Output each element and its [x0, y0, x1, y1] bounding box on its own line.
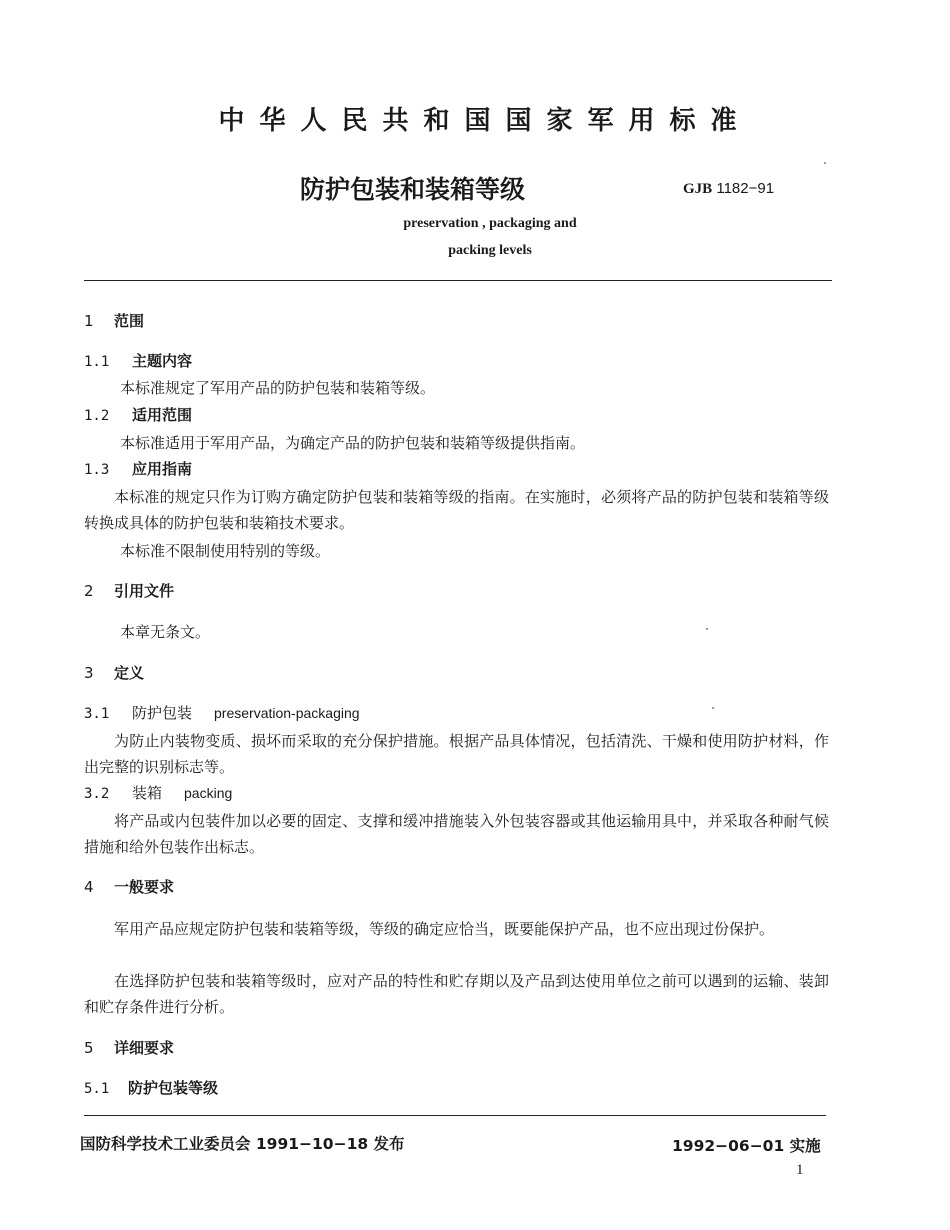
- effective-date: 1992−06−01 实施: [672, 1137, 821, 1155]
- section-4-paragraph-2: 在选择防护包装和装箱等级时，应对产品的特性和贮存期以及产品到达使用单位之前可以遇到的运输、装卸和贮存条件进行分析。: [84, 972, 829, 1016]
- section-4-paragraph-1: 军用产品应规定防护包装和装箱等级，等级的确定应恰当，既要能保护产品，也不应出现过份保护。: [114, 920, 775, 938]
- section-1-3-paragraph-2: 本标准不限制使用特别的等级。: [120, 542, 331, 560]
- section-1-2-text: 本标准适用于军用产品，为确定产品的防护包装和装箱等级提供指南。: [120, 434, 586, 452]
- section-3-1-heading: 3.1 防护包装 preservation-packaging: [84, 704, 360, 722]
- section-4-heading: 4 一般要求: [84, 878, 175, 896]
- section-1-3-paragraph-1: 本标准的规定只作为订购方确定防护包装和装箱等级的指南。在实施时，必须将产品的防护包装和装箱等级转换成具体的防护包装和装箱技术要求。: [84, 488, 829, 532]
- section-3-2-text: 将产品或内包装件加以必要的固定、支撑和缓冲措施装入外包装容器或其他运输用具中，并采取各种耐气候措施和给外包装作出标志。: [84, 812, 829, 856]
- section-5-heading: 5 详细要求: [84, 1039, 175, 1057]
- footer-divider: [84, 1115, 826, 1116]
- section-2-text: 本章无条文。: [120, 623, 211, 641]
- header-divider: [84, 280, 832, 281]
- section-5-1-heading: 5.1 防护包装等级: [84, 1079, 219, 1097]
- scan-speck: [706, 628, 708, 630]
- section-3-1-text: 为防止内装物变质、损坏而采取的充分保护措施。根据产品具体情况，包括清洗、干燥和使用防护材料，作出完整的识别标志等。: [84, 732, 829, 776]
- section-3-2-heading: 3.2 装箱 packing: [84, 784, 233, 802]
- section-1-1-text: 本标准规定了军用产品的防护包装和装箱等级。: [120, 379, 436, 397]
- standard-code-number: 1182−91: [716, 180, 775, 197]
- section-1-3-heading: 1.3 应用指南: [84, 460, 193, 478]
- standard-code-prefix: GJB: [683, 181, 713, 197]
- english-title-line-2: packing levels: [448, 243, 532, 258]
- scan-speck: [824, 162, 826, 164]
- english-title-line-1: preservation , packaging and: [403, 216, 577, 231]
- section-1-heading: 1 范围: [84, 312, 145, 330]
- issue-date: 国防科学技术工业委员会 1991−10−18 发布: [80, 1135, 405, 1153]
- section-2-heading: 2 引用文件: [84, 582, 175, 600]
- standard-category-title: 中华人民共和国国家军用标准: [218, 106, 752, 136]
- section-3-heading: 3 定义: [84, 664, 145, 682]
- section-1-2-heading: 1.2 适用范围: [84, 406, 193, 424]
- section-1-1-heading: 1.1 主题内容: [84, 352, 193, 370]
- page-number: 1: [796, 1162, 804, 1178]
- scan-speck: [712, 707, 714, 709]
- standard-code: [683, 180, 774, 198]
- document-title: 防护包装和装箱等级: [300, 175, 526, 204]
